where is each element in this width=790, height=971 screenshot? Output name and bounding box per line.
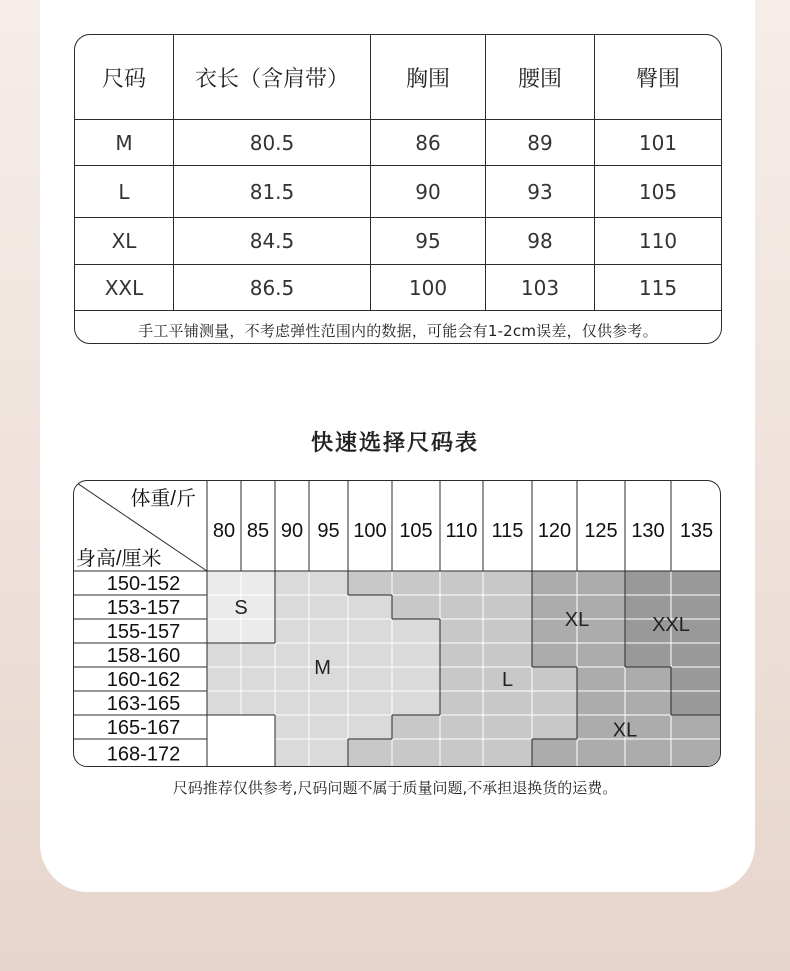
chart-cell (392, 571, 440, 595)
chart-cell (207, 739, 241, 767)
waist-cell: 98 (486, 218, 595, 264)
height-tick-label: 153-157 (106, 597, 181, 619)
chart-cell (483, 643, 532, 667)
chart-cell (440, 571, 483, 595)
size-zone-label: XL (564, 609, 590, 631)
chart-cell (625, 691, 671, 715)
weight-tick-label: 115 (491, 520, 524, 542)
chart-cell (483, 715, 532, 739)
size-cell: XL (75, 218, 174, 264)
chart-cell (671, 643, 721, 667)
chart-cell (671, 571, 721, 595)
waist-cell: 93 (486, 166, 595, 217)
bust-cell: 100 (371, 265, 486, 310)
chart-cell (348, 595, 392, 619)
size-cell: XXL (75, 265, 174, 310)
size-cell: L (75, 166, 174, 217)
length-cell: 80.5 (174, 120, 371, 165)
weight-tick-label: 105 (399, 520, 433, 542)
bust-cell: 90 (371, 166, 486, 217)
height-axis-label: 身高/厘米 (76, 548, 162, 570)
table-header-row (75, 35, 721, 120)
chart-cell (241, 715, 275, 739)
height-tick-label: 155-157 (106, 621, 181, 643)
chart-cell (625, 571, 671, 595)
chart-cell (207, 619, 241, 643)
table-row (75, 218, 721, 265)
size-measurement-table (74, 34, 722, 344)
chart-cell (440, 715, 483, 739)
bust-cell: 86 (371, 120, 486, 165)
hip-cell: 115 (638, 275, 678, 300)
chart-cell (392, 595, 440, 619)
chart-cell (625, 667, 671, 691)
size-zone-label: M (314, 657, 331, 679)
size-zone-label: L (501, 669, 514, 691)
chart-cell (483, 691, 532, 715)
chart-cell (207, 571, 241, 595)
height-tick-label: 150-152 (106, 573, 181, 595)
chart-cell (309, 715, 348, 739)
chart-cell (241, 739, 275, 767)
chart-cell (348, 667, 392, 691)
weight-tick-label: 90 (280, 520, 304, 542)
chart-cell (483, 595, 532, 619)
chart-cell (483, 739, 532, 767)
header-hip: 臀围 (635, 66, 680, 92)
chart-cell (275, 715, 309, 739)
chart-cell (241, 691, 275, 715)
height-tick-label: 165-167 (106, 717, 181, 739)
hip-cell: 105 (638, 179, 678, 204)
chart-cell (577, 739, 625, 767)
length-cell: 86.5 (174, 265, 371, 310)
recommendation-note: 尺码推荐仅供参考,尺码问题不属于质量问题,不承担退换货的运费。 (172, 779, 618, 797)
chart-cell (392, 667, 440, 691)
chart-cell (671, 739, 721, 767)
chart-cell (532, 571, 577, 595)
chart-cell (348, 619, 392, 643)
chart-cell (348, 643, 392, 667)
height-tick-label: 160-162 (106, 669, 181, 691)
chart-cell (532, 667, 577, 691)
chart-cell (207, 715, 241, 739)
height-tick-label: 158-160 (106, 645, 181, 667)
chart-cell (440, 595, 483, 619)
header-bust: 胸围 (371, 35, 486, 119)
chart-cell (241, 619, 275, 643)
size-cell: M (75, 120, 174, 165)
weight-tick-label: 100 (353, 520, 387, 542)
weight-tick-label: 95 (317, 520, 340, 542)
weight-tick-label: 135 (679, 520, 714, 542)
chart-cell (532, 643, 577, 667)
chart-cell (671, 667, 721, 691)
chart-cell (577, 571, 625, 595)
bust-cell: 95 (371, 218, 486, 264)
chart-cell (309, 739, 348, 767)
chart-cell (207, 691, 241, 715)
chart-cell (577, 667, 625, 691)
chart-cell (392, 715, 440, 739)
chart-cell (532, 739, 577, 767)
chart-cell (671, 691, 721, 715)
chart-cell (532, 715, 577, 739)
height-tick-label: 168-172 (106, 743, 181, 766)
quick-chart-title: 快速选择尺码表 (310, 431, 479, 456)
weight-tick-label: 110 (445, 520, 478, 542)
weight-tick-label: 80 (212, 520, 236, 542)
chart-cell (483, 571, 532, 595)
chart-cell (275, 571, 309, 595)
chart-cell (309, 691, 348, 715)
weight-axis-label: 体重/斤 (130, 488, 196, 510)
weight-tick-label: 130 (631, 520, 665, 542)
chart-cell (625, 739, 671, 767)
chart-cell (348, 691, 392, 715)
weight-tick-label: 85 (246, 520, 270, 542)
chart-cell (207, 667, 241, 691)
chart-cell (275, 643, 309, 667)
header-length: 衣长（含肩带） (174, 35, 371, 119)
chart-cell (671, 715, 721, 739)
waist-cell: 89 (486, 120, 595, 165)
chart-cell (275, 619, 309, 643)
quick-size-grid (74, 481, 721, 767)
length-cell: 81.5 (174, 166, 371, 217)
table-row (75, 120, 721, 166)
chart-cell (348, 739, 392, 767)
waist-cell: 103 (486, 265, 595, 310)
chart-cell (440, 643, 483, 667)
chart-cell (532, 691, 577, 715)
height-tick-label: 163-165 (106, 693, 181, 715)
size-zone-label: XXL (652, 613, 690, 636)
chart-cell (483, 619, 532, 643)
chart-cell (392, 691, 440, 715)
weight-tick-label: 120 (537, 520, 572, 542)
chart-cell (309, 619, 348, 643)
quick-size-chart (73, 480, 721, 767)
size-zone-label: S (234, 597, 248, 619)
weight-tick-label: 125 (584, 520, 618, 542)
hip-cell: 101 (638, 130, 678, 155)
chart-cell (275, 667, 309, 691)
chart-cell (440, 739, 483, 767)
chart-cell (440, 691, 483, 715)
chart-cell (392, 739, 440, 767)
hip-cell: 110 (638, 229, 678, 253)
chart-cell (275, 595, 309, 619)
size-zone-label: XL (612, 719, 638, 742)
chart-cell (207, 643, 241, 667)
table-row (75, 265, 721, 311)
chart-cell (275, 739, 309, 767)
chart-cell (309, 571, 348, 595)
chart-cell (392, 619, 440, 643)
chart-cell (577, 643, 625, 667)
chart-cell (392, 643, 440, 667)
chart-cell (577, 691, 625, 715)
chart-cell (309, 595, 348, 619)
chart-cell (241, 667, 275, 691)
measurement-note: 手工平铺测量，不考虑弹性范围内的数据，可能会有1-2cm误差，仅供参考。 (138, 321, 658, 340)
chart-cell (440, 619, 483, 643)
chart-cell (241, 571, 275, 595)
header-size: 尺码 (75, 35, 174, 119)
header-waist: 腰围 (486, 35, 595, 119)
chart-cell (348, 715, 392, 739)
length-cell: 84.5 (174, 218, 371, 264)
chart-cell (440, 667, 483, 691)
chart-cell (241, 643, 275, 667)
chart-cell (625, 643, 671, 667)
chart-cell (348, 571, 392, 595)
chart-cell (275, 691, 309, 715)
table-row (75, 166, 721, 218)
